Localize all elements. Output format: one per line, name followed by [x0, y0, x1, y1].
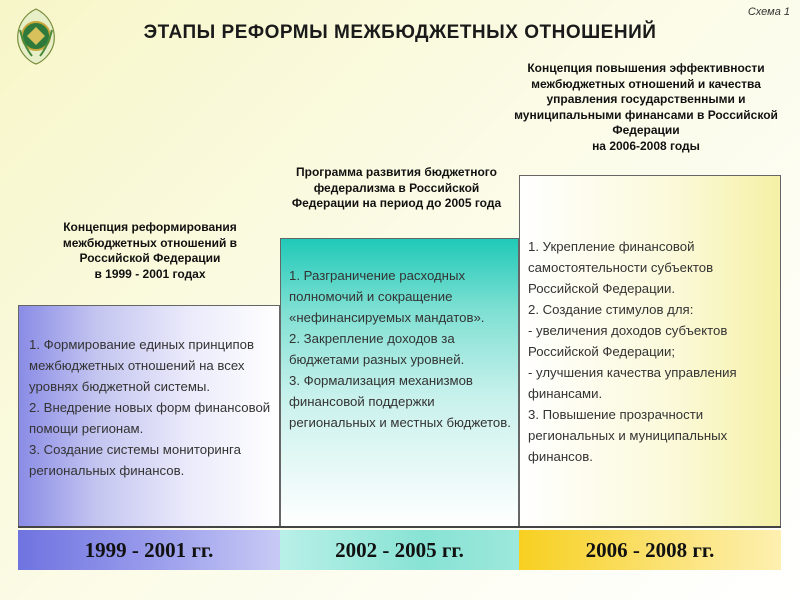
stage-2-header: [284, 165, 509, 212]
header-line: Концепция реформирования: [63, 220, 237, 234]
header-line: Российской Федерации: [79, 251, 221, 265]
list-item: 3. Повышение прозрачности региональных и муниципальных финансов.: [528, 407, 728, 464]
list-item: 1. Укрепление финансовой самостоятельности субъектов Российской Федерации.: [528, 239, 714, 296]
list-item: 3. Создание системы мониторинга региональных финансов.: [29, 442, 241, 478]
list-item: 2. Создание стимулов для:: [528, 302, 694, 317]
header-line: межбюджетных отношений и качества: [531, 76, 761, 91]
list-item: 2. Внедрение новых форм финансовой помощи регионам.: [29, 400, 271, 436]
period-1-label: 1999 - 2001 гг.: [18, 530, 280, 570]
header-line: Федерации: [612, 123, 680, 137]
stage-1-list: [29, 334, 277, 481]
slide-title: ЭТАПЫ РЕФОРМЫ МЕЖБЮДЖЕТНЫХ ОТНОШЕНИЙ: [143, 22, 657, 43]
header-line: муниципальными финансами в Российской: [514, 107, 778, 122]
period-3-label: 2006 - 2008 гг.: [519, 530, 781, 570]
stage-2-list: [289, 265, 515, 433]
list-item: 1. Разграничение расходных полномочий и сокращение «нефинансируемых мандатов».: [289, 268, 485, 325]
header-line: в 1999 - 2001 годах: [94, 266, 206, 281]
list-item: 2. Закрепление доходов за бюджетами разных уровней.: [289, 331, 465, 367]
period-2-label: 2002 - 2005 гг.: [280, 530, 519, 570]
list-item: - увеличения доходов субъектов Российской Федерации;: [528, 323, 728, 359]
stage-3-list: [528, 236, 778, 467]
header-line: на 2006-2008 годы: [592, 138, 700, 153]
schema-label: Схема 1: [747, 6, 790, 18]
header-line: Федерации на период до 2005 года: [291, 196, 502, 210]
stage-3-box: [519, 175, 781, 527]
stage-1-box: [18, 305, 280, 527]
header-line: Программа развития бюджетного: [296, 165, 497, 179]
header-line: федерализма в Российской: [313, 180, 480, 195]
timeline-divider: [18, 526, 781, 528]
header-line: управления государственными и: [546, 92, 746, 106]
header-line: межбюджетных отношений в: [62, 235, 238, 250]
stage-1-header: [50, 220, 250, 282]
list-item: 1. Формирование единых принципов межбюджетных отношений на всех уровнях бюджетной системы.: [29, 337, 254, 394]
stage-3-header: [506, 61, 786, 154]
list-item: 3. Формализация механизмов финансовой поддержки региональных и местных бюджетов.: [289, 373, 511, 430]
header-line: Концепция повышения эффективности: [527, 61, 765, 75]
ministry-emblem-icon: [10, 6, 62, 66]
list-item: - улучшения качества управления финансами.: [528, 365, 737, 401]
stage-2-box: [280, 238, 519, 527]
